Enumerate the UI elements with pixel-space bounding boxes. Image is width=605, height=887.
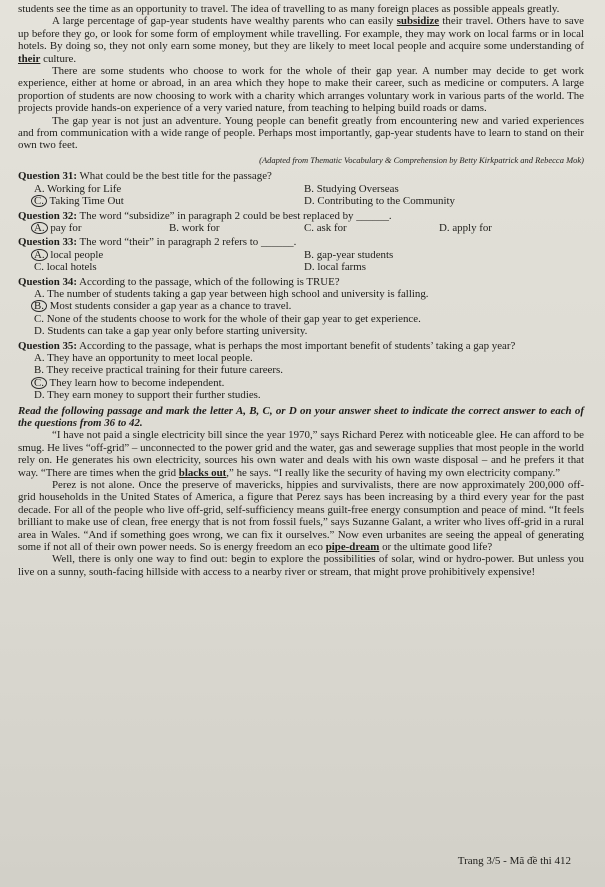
underlined-word-pipe-dream: pipe-dream <box>325 541 380 554</box>
passage1-paragraph-4: The gap year is not just an adventure. Young people can benefit greatly from encountering new and varied experiences and from communication with a wide range of people. Perhaps most importantly, gap-year students have to learn to stand on their own two feet. <box>18 114 584 152</box>
passage2-paragraph-2 <box>18 479 584 553</box>
question-number: Question 34: <box>18 275 77 288</box>
answer-option[interactable] <box>34 183 304 195</box>
answer-text: local hotels <box>44 261 97 274</box>
answer-option[interactable] <box>439 222 574 234</box>
answer-text: local people <box>47 248 104 261</box>
answer-letter: D. <box>34 389 45 402</box>
answer-option[interactable] <box>34 389 584 401</box>
answer-text: They have an opportunity to meet local people. <box>44 351 253 364</box>
question-text: According to the passage, which of the following is TRUE? <box>77 275 340 288</box>
question-stem <box>18 236 584 248</box>
passage2-paragraph-3: Well, there is only one way to find out: begin to explore the possibilities of solar, wind or hydro-power. But unless you live on a sunny, south-facing hillside with access to a nearby river or stream, that might prove prohibitively expensive! <box>18 553 584 578</box>
question-block <box>18 276 584 338</box>
answer-option[interactable] <box>169 222 304 234</box>
answer-letter: D. <box>304 195 315 208</box>
page-content <box>18 3 584 578</box>
answer-text: apply for <box>449 221 492 234</box>
circled-answer-letter: C. <box>31 195 47 207</box>
answer-option[interactable] <box>304 195 574 207</box>
question-block <box>18 236 584 273</box>
question-number: Question 35: <box>18 339 77 352</box>
question-text: The word “their” in paragraph 2 refers to ______. <box>77 236 297 249</box>
answer-text: ask for <box>314 221 347 234</box>
answer-option[interactable] <box>304 261 574 273</box>
answer-letter: B. <box>304 182 314 195</box>
answer-letter: D. <box>439 221 450 234</box>
answer-option[interactable] <box>34 195 304 207</box>
answer-options <box>34 288 584 338</box>
answer-letter: A. <box>34 287 45 300</box>
question-number: Question 31: <box>18 170 77 183</box>
answer-text: Taking Time Out <box>47 195 124 208</box>
answer-option[interactable] <box>304 183 574 195</box>
answer-letter: B. <box>304 248 314 261</box>
passage1-paragraph-3: There are some students who choose to work for the whole of their gap year. A number may decide to get work experience, either at home or abroad, in an area which they hope to make their career, such as medicine or computers. A large proportion of students are now choosing to work with a charity which arranges voluntary work in various parts of the world. The projects provide hands-on experience of a very varied nature, from teaching to helping build roads or dams. <box>18 65 584 115</box>
answer-text: Working for Life <box>44 182 122 195</box>
answer-text: work for <box>179 221 220 234</box>
circled-answer-letter: A. <box>31 222 48 234</box>
answer-option[interactable] <box>34 364 584 376</box>
answer-text: gap-year students <box>314 248 394 261</box>
p2-text-b: their travel. Others have to save up before they go, or look for some form of employment while travelling. For example, they may work on local farms or in local hotels. By doing so, they not only earn some money, but they are likely to meet local people and acquire some understanding of <box>18 15 584 53</box>
question-block <box>18 170 584 207</box>
answer-text: pay for <box>47 221 82 234</box>
p2b-text-b: or the ultimate good life? <box>379 541 493 554</box>
section-instruction: Read the following passage and mark the letter A, B, C, or D on your answer sheet to indicate the correct answer to each of the questions from 36 to 42. <box>18 404 584 429</box>
answer-letter: C. <box>34 312 44 325</box>
answer-text: local farms <box>314 261 366 274</box>
underlined-word-blacks-out: blacks out <box>178 466 227 479</box>
answer-text: Contributing to the Community <box>314 195 455 208</box>
circled-answer-letter: A. <box>31 249 48 261</box>
question-block <box>18 340 584 402</box>
answer-option[interactable] <box>34 261 304 273</box>
answer-option[interactable] <box>34 288 584 300</box>
answer-text: None of the students choose to work for the whole of their gap year to get experience. <box>44 312 421 325</box>
answer-text: Studying Overseas <box>314 182 399 195</box>
answer-text: Most students consider a gap year as a chance to travel. <box>47 300 292 313</box>
p1-text-a: “I have not paid a single electricity bill since the year 1970,” says Richard Perez with noticeable glee. He can afford to be smug. He lives “off-grid” – unconnected to the power grid and the water, gas and sewerage supplies that most people in the world rely on. He generates his own electricity, sources his own water and deals with his own waste disposal – and he prefers it that way. “There are times when the grid <box>18 429 584 479</box>
answer-option[interactable] <box>34 313 584 325</box>
answer-options <box>34 352 584 402</box>
question-block <box>18 210 584 235</box>
question-list <box>18 170 584 401</box>
question-number: Question 32: <box>18 209 77 222</box>
answer-text: They receive practical training for their future careers. <box>44 364 283 377</box>
p2-text-c: culture. <box>40 52 77 65</box>
underlined-word-their: their <box>18 52 41 65</box>
passage1-paragraph-2 <box>18 15 584 65</box>
circled-answer-letter: B. <box>31 300 47 312</box>
answer-letter: D. <box>304 261 315 274</box>
answer-text: They earn money to support their further studies. <box>44 389 261 402</box>
answer-letter: B. <box>34 364 44 377</box>
answer-letter: C. <box>34 261 44 274</box>
answer-text: The number of students taking a gap year between high school and university is falling. <box>44 287 429 300</box>
question-text: According to the passage, what is perhaps the most important benefit of students’ taking a gap year? <box>77 339 516 352</box>
answer-option[interactable] <box>304 249 574 261</box>
answer-options <box>34 249 584 274</box>
question-text: The word “subsidize” in paragraph 2 could be best replaced by ______. <box>77 209 392 222</box>
answer-option[interactable] <box>304 222 439 234</box>
answer-option[interactable] <box>34 249 304 261</box>
question-text: What could be the best title for the passage? <box>77 170 272 183</box>
question-stem <box>18 276 584 288</box>
answer-letter: A. <box>34 351 45 364</box>
answer-text: Students can take a gap year only before starting university. <box>44 325 308 338</box>
circled-answer-letter: C. <box>31 377 47 389</box>
passage1-intro: students see the time as an opportunity to travel. The idea of travelling to as many foreign places as possible appeals greatly. <box>18 3 560 15</box>
question-stem <box>18 210 584 222</box>
p2b-text-a: Perez is not alone. Once the preserve of mavericks, hippies and survivalists, there are now approximately 200,000 off-grid households in the United States of America, a figure that Perez says has been increasing by a third every year for the past decade. For all of the people who live off-grid, self-sufficiency means guilt-free energy consumption and peace of mind. “It feels brilliant to make use of clean, free energy that is not from fossil fuels,” says Suzanne Galant, a writer who lives off-grid in a rural area in Wales. “And if something goes wrong, we can fix it ourselves.” Now even urbanites are seeing the appeal of generating some if not all of their own power needs. So is energy freedom an eco <box>18 479 584 554</box>
page-footer: Trang 3/5 - Mã đề thi 412 <box>457 855 571 867</box>
answer-option[interactable] <box>34 222 169 234</box>
answer-option[interactable] <box>34 377 584 389</box>
question-stem <box>18 170 584 182</box>
answer-option[interactable] <box>34 300 584 312</box>
answer-options <box>34 222 584 234</box>
passage2-paragraph-1 <box>18 429 584 479</box>
p1-text-b: ,” he says. “I really like the security of having my own electricity company.” <box>226 466 561 479</box>
answer-letter: C. <box>304 221 314 234</box>
question-stem <box>18 340 584 352</box>
underlined-word-subsidize: subsidize <box>396 15 440 28</box>
answer-option[interactable] <box>34 352 584 364</box>
question-number: Question 33: <box>18 236 77 249</box>
answer-letter: D. <box>34 325 45 338</box>
answer-options <box>34 183 584 208</box>
answer-letter: B. <box>169 221 179 234</box>
answer-letter: A. <box>34 182 45 195</box>
passage-source: (Adapted from Thematic Vocabulary & Comprehension by Betty Kirkpatrick and Rebecca Mok) <box>259 154 584 165</box>
p2-text-a: A large percentage of gap-year students have wealthy parents who can easily <box>52 15 397 28</box>
answer-text: They learn how to become independent. <box>47 376 225 389</box>
answer-option[interactable] <box>34 325 584 337</box>
